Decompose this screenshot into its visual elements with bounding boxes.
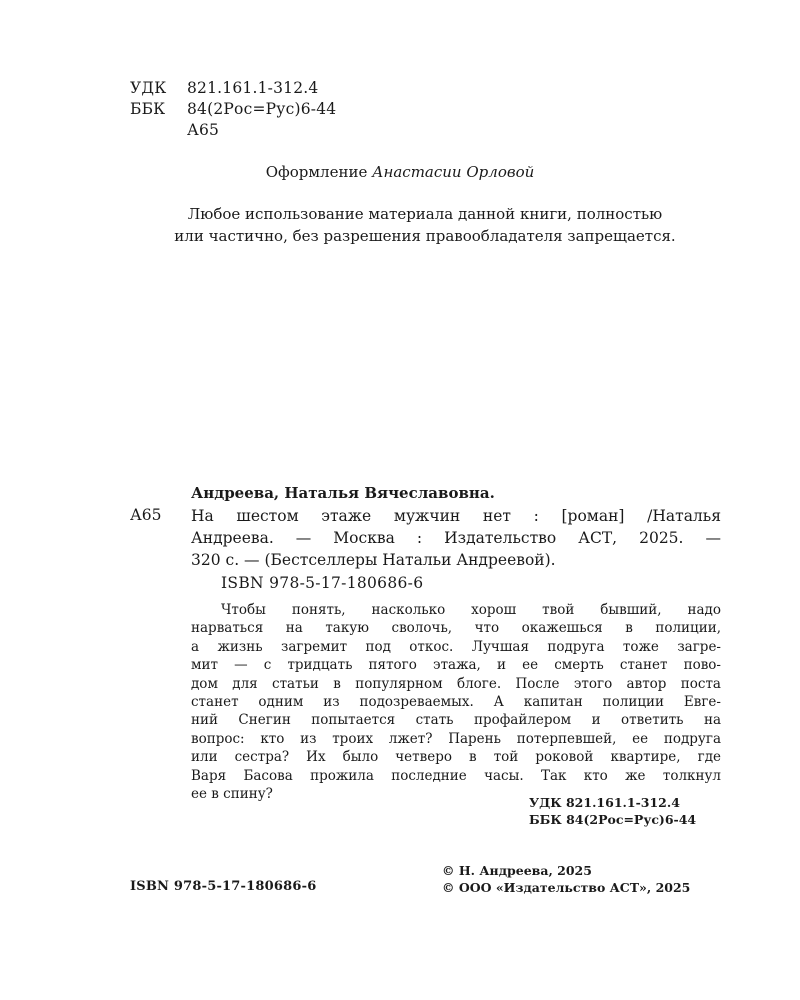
copyright-block bbox=[442, 862, 690, 896]
annotation-line: вопрос: кто из троих лжет? Парень потерпевшей, ее подруга bbox=[191, 730, 721, 747]
rights-notice-line: или частично, без разрешения правообладателя запрещается. bbox=[174, 227, 676, 245]
annotation-line: Варя Басова прожила последние часы. Так кто же толкнул bbox=[191, 767, 721, 784]
annotation-line: или сестра? Их было четверо в той роковой квартире, где bbox=[191, 749, 721, 766]
designer-name: Анастасии Орловой bbox=[372, 163, 535, 181]
copyright-author: © Н. Андреева, 2025 bbox=[442, 863, 592, 878]
rights-notice-line: Любое использование материала данной книги, полностью bbox=[187, 205, 663, 223]
annotation-line: станет одним из подозреваемых. А капитан полиции Евге- bbox=[191, 694, 721, 711]
annotation-line: мит — с тридцать пятого этажа, и ее смерть станет пово- bbox=[191, 657, 721, 674]
classification-block bbox=[130, 78, 336, 141]
bbk-value: 84(2Рос=Рус)6-44 bbox=[187, 100, 337, 118]
footer-classification bbox=[529, 794, 696, 828]
author-mark: А65 bbox=[187, 121, 220, 139]
footer-isbn: ISBN 978-5-17-180686-6 bbox=[130, 879, 317, 894]
copyright-publisher: © ООО «Издательство АСТ», 2025 bbox=[442, 880, 691, 895]
udk-label: УДК bbox=[130, 79, 167, 97]
footer-udk: УДК 821.161.1-312.4 bbox=[529, 795, 680, 810]
author-heading: Андреева, Наталья Вячеславовна. bbox=[191, 484, 495, 502]
udk-value: 821.161.1-312.4 bbox=[187, 79, 319, 97]
design-credit bbox=[0, 163, 800, 181]
annotation-line: а жизнь загремит под откос. Лучшая подруга тоже загре- bbox=[191, 638, 721, 655]
author-mark-row bbox=[130, 120, 336, 141]
bbk-label: ББК bbox=[130, 100, 166, 118]
bib-author-mark: А65 bbox=[130, 506, 162, 524]
bib-line: Андреева. — Москва : Издательство АСТ, 2025. — bbox=[191, 529, 721, 547]
udk-row bbox=[130, 78, 336, 99]
isbn: ISBN 978-5-17-180686-6 bbox=[221, 574, 424, 592]
bbk-row bbox=[130, 99, 336, 120]
annotation-line: ее в спину? bbox=[191, 786, 273, 803]
design-label: Оформление bbox=[265, 163, 368, 181]
annotation-line: Чтобы понять, насколько хорош твой бывший, надо bbox=[221, 602, 721, 618]
rights-notice bbox=[130, 203, 720, 247]
footer-bbk: ББК 84(2Рос=Рус)6-44 bbox=[529, 812, 697, 827]
annotation-line: ний Снегин попытается стать профайлером и ответить на bbox=[191, 712, 721, 729]
bib-line: 320 с. — (Бестселлеры Натальи Андреевой). bbox=[191, 551, 556, 569]
annotation-line: нарваться на такую сволочь, что окажешься в полиции, bbox=[191, 620, 721, 637]
bib-line: На шестом этаже мужчин нет : [роман] /Наталья bbox=[191, 507, 721, 525]
bibliographic-description bbox=[191, 505, 721, 571]
annotation bbox=[191, 601, 721, 803]
annotation-line: дом для статьи в популярном блоге. После этого автор поста bbox=[191, 675, 721, 692]
